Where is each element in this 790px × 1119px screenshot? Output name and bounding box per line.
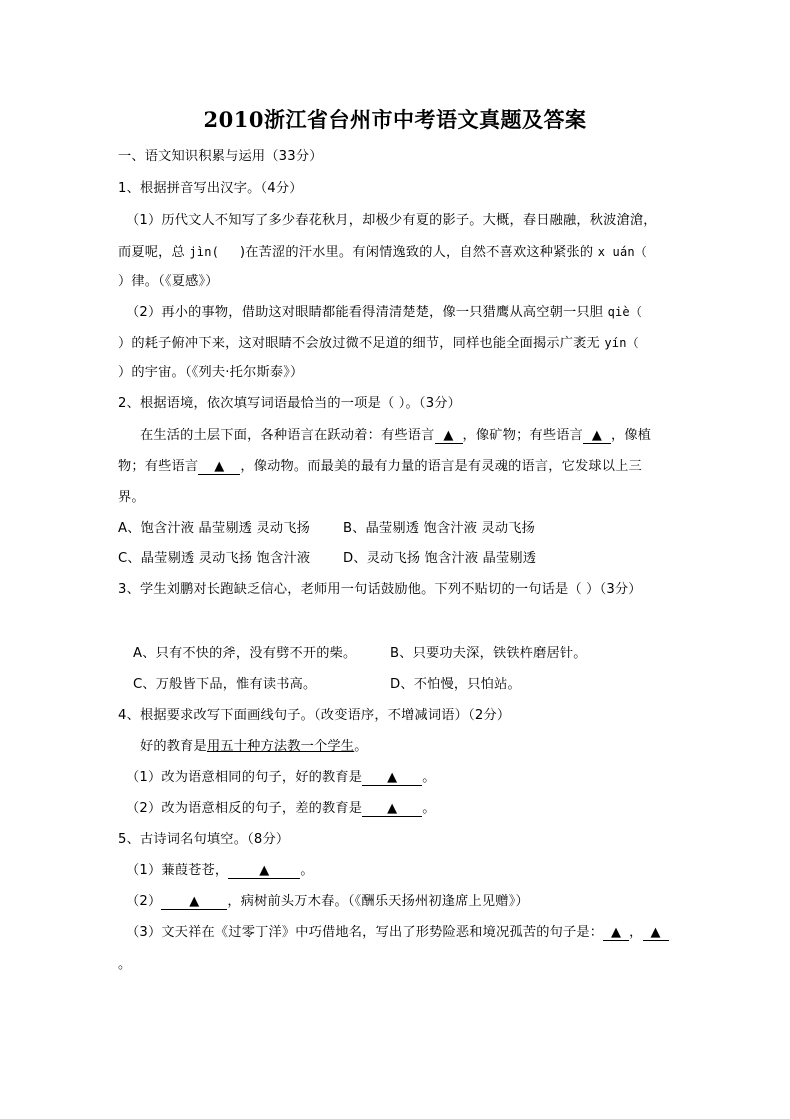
answer-blank[interactable] [362,770,422,786]
triangle-marker-icon: ▲ [387,770,398,785]
q5-sub1 [126,862,314,880]
q1-part1-line1: （1）历代文人不知写了多少春花秋月，却极少有夏的影子。大概，春日融融，秋波滄滄， [126,213,657,228]
q1-part1-line3: ）律。（《夏感》） [118,274,219,289]
q3-option-a[interactable]: A、只有不快的斧，没有劈不开的柴。 [133,646,357,661]
q3-option-b[interactable]: B、只要功夫深，铁铁杵磨居针。 [390,646,587,661]
q2-passage-text: ，像矿物；有些语言 [462,428,584,443]
q1-part1-line2 [118,243,647,262]
q1-part1-text-a: 而夏呢，总 [118,245,185,260]
pinyin-xuan: x uán（ [597,245,648,259]
q1-part2-line3: ）的宇宙。（《列夫·托尔斯泰》） [118,365,304,380]
q3-option-d[interactable]: D、不怕慢，只怕站。 [390,677,521,692]
answer-blank[interactable] [603,925,629,941]
answer-blank[interactable] [198,459,240,475]
triangle-marker-icon: ▲ [611,925,622,940]
q5-sub3 [126,924,669,942]
q5-sub2 [126,893,529,911]
triangle-marker-icon: ▲ [443,428,454,443]
answer-blank[interactable] [583,428,611,444]
q4-sub1-text: （1）改为语意相同的句子，好的教育是 [126,770,363,785]
q2-passage-line3: 界。 [118,490,145,505]
q2-option-b[interactable]: B、晶莹剔透 饱含汁液 灵动飞扬 [343,521,536,536]
triangle-marker-icon: ▲ [189,894,200,909]
q4-underlined-phrase: 用五十种方法教一个学生 [206,739,355,754]
q3-option-c[interactable]: C、万般皆下品，惟有读书高。 [133,677,317,692]
answer-blank[interactable] [161,894,227,910]
question-3-heading: 3、学生刘鹏对长跑缺乏信心，老师用一句话鼓励他。下列不贴切的一句话是（ ）（3分） [118,582,642,597]
q1-part2-text-a: （2）再小的事物，借助这对眼睛都能看得清清楚楚，像一只猎鹰从高空朝一只胆 [126,305,604,320]
q1-part2-line2 [118,334,639,353]
q5-sub3-text: （3）文天祥在《过零丁洋》中巧借地名，写出了形势险恶和境况孤苦的句子是： [126,925,604,940]
q5-sub3-separator: ， [629,925,643,940]
q4-period: 。 [422,801,436,816]
q5-sub2-label: （2） [126,894,162,909]
q4-sub1 [126,769,436,787]
q2-option-c[interactable]: C、晶莹剔透 灵动飞扬 饱含汁液 [118,551,311,566]
triangle-marker-icon: ▲ [387,801,398,816]
question-2-heading: 2、根据语境，依次填写词语最恰当的一项是（ ）。（3分） [118,396,462,411]
triangle-marker-icon: ▲ [214,459,225,474]
q2-passage-text: 物；有些语言 [118,459,199,474]
pinyin-qie: qiè（ [607,305,643,319]
answer-blank[interactable] [228,863,300,879]
q2-option-a[interactable]: A、饱含汁液 晶莹剔透 灵动飞扬 [118,521,311,536]
q2-passage-text: ，像植 [611,428,652,443]
q3-options-row2 [133,676,521,694]
pinyin-yin: yín（ [604,336,639,350]
section-heading: 一、语文知识积累与运用（33分） [118,149,323,164]
q2-passage-text: ，像动物。而最美的最有力量的语言是有灵魂的语言，它发球以上三 [240,459,642,474]
q5-sub3-end: 。 [118,957,132,972]
q4-period: 。 [422,770,436,785]
q5-period: 。 [300,863,314,878]
q2-option-d[interactable]: D、灵动飞扬 饱含汁液 晶莹剔透 [343,551,537,566]
question-4-heading: 4、根据要求改写下面画线句子。（改变语序，不增减词语）（2分） [118,708,511,723]
q2-passage-line1 [140,427,651,445]
document-title: 2010浙江省台州市中考语文真题及答案 [203,107,587,132]
q2-options-row2 [118,550,537,568]
q1-part1-text-b: )在苦涩的汗水里。有闲情逸致的人，自然不喜欢这种紧张的 [239,245,594,260]
answer-blank[interactable] [362,801,422,817]
q5-sub2-text: ，病树前头万木春。（《酬乐天扬州初逢席上见赠》） [227,894,529,909]
q4-sub2 [126,800,436,818]
q4-sentence [140,738,368,756]
triangle-marker-icon: ▲ [591,428,603,443]
q3-options-row1 [133,645,587,663]
q5-sub1-text: （1）蒹葭苍苍， [126,863,229,878]
answer-blank[interactable] [435,428,463,444]
q4-sentence-prefix: 好的教育是 [140,739,207,754]
question-5-heading: 5、古诗词名句填空。（8分） [118,832,290,847]
pinyin-jin: jìn( [189,245,220,259]
q4-sub2-text: （2）改为语意相反的句子，差的教育是 [126,801,363,816]
q1-part2-text-b: ）的耗子俯冲下来，这对眼睛不会放过微不足道的细节，同样也能全面揭示广袤无 [118,336,600,351]
q2-passage-line2 [118,458,642,476]
q2-passage-text: 在生活的土层下面，各种语言在跃动着：有些语言 [140,428,435,443]
question-1-heading: 1、根据拼音写出汉字。（4分） [118,181,303,196]
triangle-marker-icon: ▲ [259,863,270,878]
q1-part2-line1 [126,303,642,322]
answer-blank[interactable] [643,925,669,941]
triangle-marker-icon: ▲ [650,925,661,940]
q4-sentence-suffix: 。 [354,739,368,754]
q2-options-row1 [118,520,536,538]
